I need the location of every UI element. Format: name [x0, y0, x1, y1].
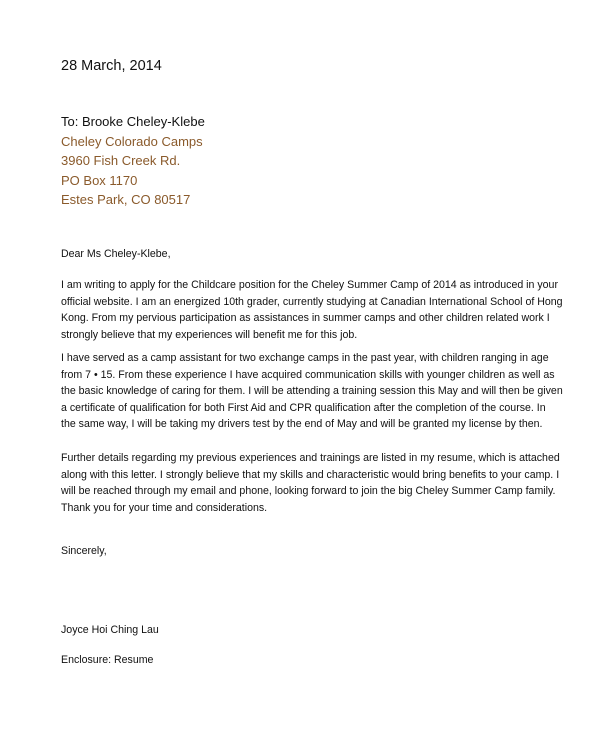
- paragraph-line: Kong. From my pervious participation as assistances in summer camps and other children related work I: [61, 312, 550, 325]
- salutation: Dear Ms Cheley-Klebe,: [61, 248, 171, 260]
- address-line: 3960 Fish Creek Rd.: [61, 153, 181, 169]
- paragraph-line: the same way, I will be taking my drivers test by the end of May and will be granted my license by then.: [61, 418, 543, 431]
- paragraph-line: official website. I am an energized 10th grader, currently studying at Canadian International School of Hong: [61, 295, 563, 308]
- address-line: Estes Park, CO 80517: [61, 192, 191, 208]
- recipient-name: To: Brooke Cheley-Klebe: [61, 114, 205, 129]
- enclosure-note: Enclosure: Resume: [61, 654, 154, 666]
- paragraph-line: the basic knowledge of caring for them. I will be attending a training session this May and will then be given: [61, 385, 563, 398]
- paragraph-line: Further details regarding my previous experiences and trainings are listed in my resume, which is attached: [61, 452, 560, 464]
- recipient-block: [61, 112, 205, 210]
- paragraph-line: a certificate of qualification for both First Aid and CPR qualification after the completion of the course. In: [61, 401, 546, 414]
- closing: Sincerely,: [61, 545, 107, 557]
- body-paragraph-2: [61, 350, 561, 433]
- paragraph-line: strongly believe that my experiences will benefit me for this job.: [61, 328, 358, 341]
- paragraph-line: I have served as a camp assistant for two exchange camps in the past year, with children ranging in age: [61, 352, 549, 364]
- paragraph-line: Thank you for your time and considerations.: [61, 501, 268, 514]
- letter-date: 28 March, 2014: [61, 58, 162, 74]
- paragraph-line: along with this letter. I strongly believe that my skills and characteristic would bring benefits to your camp. I: [61, 468, 560, 481]
- address-line: PO Box 1170: [61, 172, 138, 188]
- body-paragraph-1: [61, 277, 561, 343]
- paragraph-line: I am writing to apply for the Childcare position for the Cheley Summer Camp of 2014 as introduced in your: [61, 279, 558, 291]
- paragraph-line: from 7 • 15. From these experience I have acquired communication skills with younger children as well as: [61, 368, 555, 381]
- paragraph-line: will be reached through my email and phone, looking forward to join the big Cheley Summer Camp family.: [61, 485, 556, 498]
- body-paragraph-3: [61, 450, 561, 516]
- address-line: Cheley Colorado Camps: [61, 133, 203, 149]
- signer-name: Joyce Hoi Ching Lau: [61, 624, 159, 636]
